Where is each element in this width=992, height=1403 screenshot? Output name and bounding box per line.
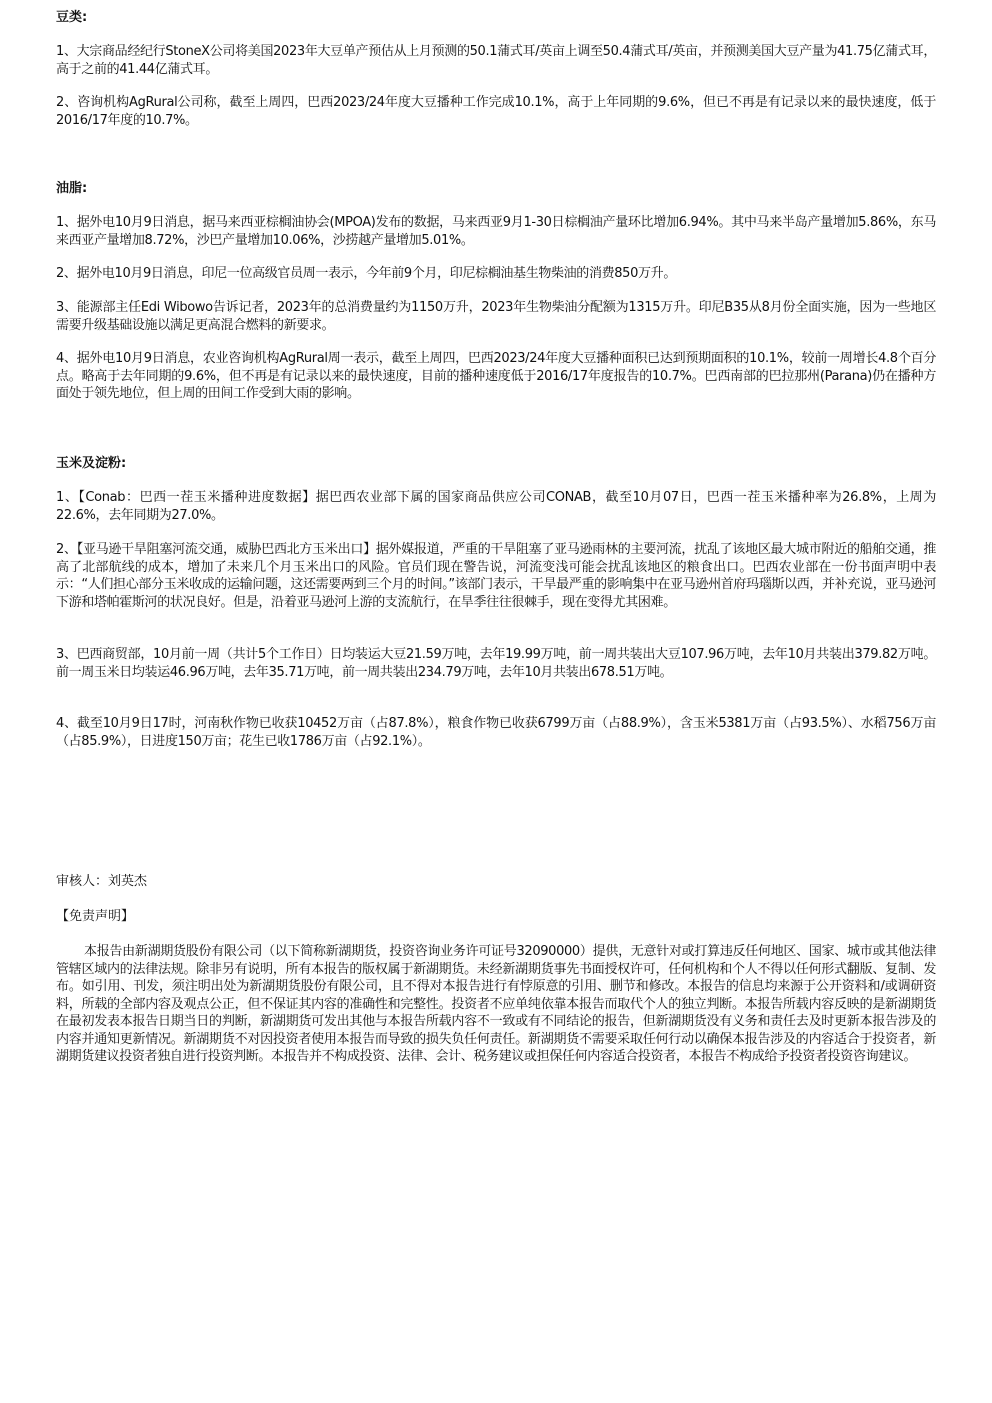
oils-paragraph-4: 4、据外电10月9日消息，农业咨询机构AgRural周一表示，截至上周四，巴西2023/24年度大豆播种面积已达到预期面积的10.1%，较前一周增长4.8个百分点。略高于去年同期的9.6%，但不再是有记录以来的最快速度，目前的播种速度低于2016/17年度报告的10.7%。巴西南部的巴拉那州(Parana)仍在播种方面处于领先地位，但上周的田间工作受到大雨的影响。: [56, 351, 936, 401]
oils-paragraph-1: 1、据外电10月9日消息，据马来西亚棕榈油协会(MPOA)发布的数据，马来西亚9月1-30日棕榈油产量环比增加6.94%。其中马来半岛产量增加5.86%，东马来西亚产量增加8.72%，沙巴产量增加10.06%，沙捞越产量增加5.01%。: [56, 215, 936, 248]
oils-paragraph-2: 2、据外电10月9日消息，印尼一位高级官员周一表示，今年前9个月，印尼棕榈油基生物柴油的消费850万升。: [56, 266, 676, 281]
oils-paragraph-3: 3、能源部主任Edi Wibowo告诉记者，2023年的总消费量约为1150万升，2023年生物柴油分配额为1315万升。印尼B35从8月份全面实施，因为一些地区需要升级基础设施以满足更高混合燃料的新要求。: [56, 300, 936, 333]
soybean-paragraph-1: 1、大宗商品经纪行StoneX公司将美国2023年大豆单产预估从上月预测的50.1蒲式耳/英亩上调至50.4蒲式耳/英亩，并预测美国大豆产量为41.75亿蒲式耳，高于之前的41.44亿蒲式耳。: [56, 44, 936, 77]
corn-paragraph-2: 2、【亚马逊干旱阻塞河流交通，威胁巴西北方玉米出口】据外媒报道，严重的干旱阻塞了亚马逊雨林的主要河流，扰乱了该地区最大城市附近的船舶交通，推高了北部航线的成本，增加了未来几个月玉米出口的风险。官员们现在警告说，河流变浅可能会扰乱该地区的粮食出口。巴西农业部在一份书面声明中表示：“人们担心部分玉米收成的运输问题，这还需要两到三个月的时间。”该部门表示，干旱最严重的影响集中在亚马逊州首府玛瑙斯以西，并补充说，亚马逊河下游和塔帕霍斯河的状况良好。但是，沿着亚马逊河上游的支流航行，在旱季往往很棘手，现在变得尤其困难。: [56, 542, 936, 610]
reviewer-line: 审核人：刘英杰: [56, 874, 148, 889]
section-title-corn: 玉米及淀粉:: [56, 456, 127, 471]
disclaimer-text: 本报告由新湖期货股份有限公司（以下简称新湖期货，投资咨询业务许可证号32090000）提供，无意针对或打算违反任何地区、国家、城市或其他法律管辖区域内的法律法规。除非另有说明，所有本报告的版权属于新湖期货。未经新湖期货事先书面授权许可，任何机构和个人不得以任何形式翻版、复制、发布。如引用、刊发，须注明出处为新湖期货股份有限公司，且不得对本报告进行有悖原意的引用、删节和修改。本报告的信息均来源于公开资料和/或调研资料，所载的全部内容及观点公正，但不保证其内容的准确性和完整性。投资者不应单纯依靠本报告而取代个人的独立判断。本报告所载内容反映的是新湖期货在最初发表本报告日期当日的判断，新湖期货可发出其他与本报告所载内容不一致或有不同结论的报告，但新湖期货没有义务和责任去及时更新本报告涉及的内容并通知更新情况。新湖期货不对因投资者使用本报告而导致的损失负任何责任。新湖期货不需要采取任何行动以确保本报告涉及的内容适合于投资者，新湖期货建议投资者独自进行投资判断。本报告并不构成投资、法律、会计、税务建议或担保任何内容适合投资者，本报告不构成给予投资者投资咨询建议。: [56, 944, 936, 1064]
section-title-soybean: 豆类:: [56, 10, 88, 25]
corn-paragraph-1: 1、【Conab：巴西一茬玉米播种进度数据】据巴西农业部下属的国家商品供应公司CONAB，截至10月07日，巴西一茬玉米播种率为26.8%，上周为22.6%，去年同期为27.0%。: [56, 490, 936, 523]
soybean-paragraph-2: 2、咨询机构AgRural公司称，截至上周四，巴西2023/24年度大豆播种工作完成10.1%，高于上年同期的9.6%，但已不再是有记录以来的最快速度，低于2016/17年度的10.7%。: [56, 95, 936, 128]
disclaimer-title: 【免责声明】: [56, 909, 135, 924]
corn-paragraph-3: 3、巴西商贸部，10月前一周（共计5个工作日）日均装运大豆21.59万吨，去年19.99万吨，前一周共装出大豆107.96万吨，去年10月共装出379.82万吨。前一周玉米日均装运46.96万吨，去年35.71万吨，前一周共装出234.79万吨，去年10月共装出678.51万吨。: [56, 647, 936, 680]
corn-paragraph-4: 4、截至10月9日17时，河南秋作物已收获10452万亩（占87.8%），粮食作物已收获6799万亩（占88.9%），含玉米5381万亩（占93.5%）、水稻756万亩（占85.9%），日进度150万亩；花生已收1786万亩（占92.1%）。: [56, 716, 936, 749]
section-title-oils: 油脂:: [56, 181, 88, 196]
